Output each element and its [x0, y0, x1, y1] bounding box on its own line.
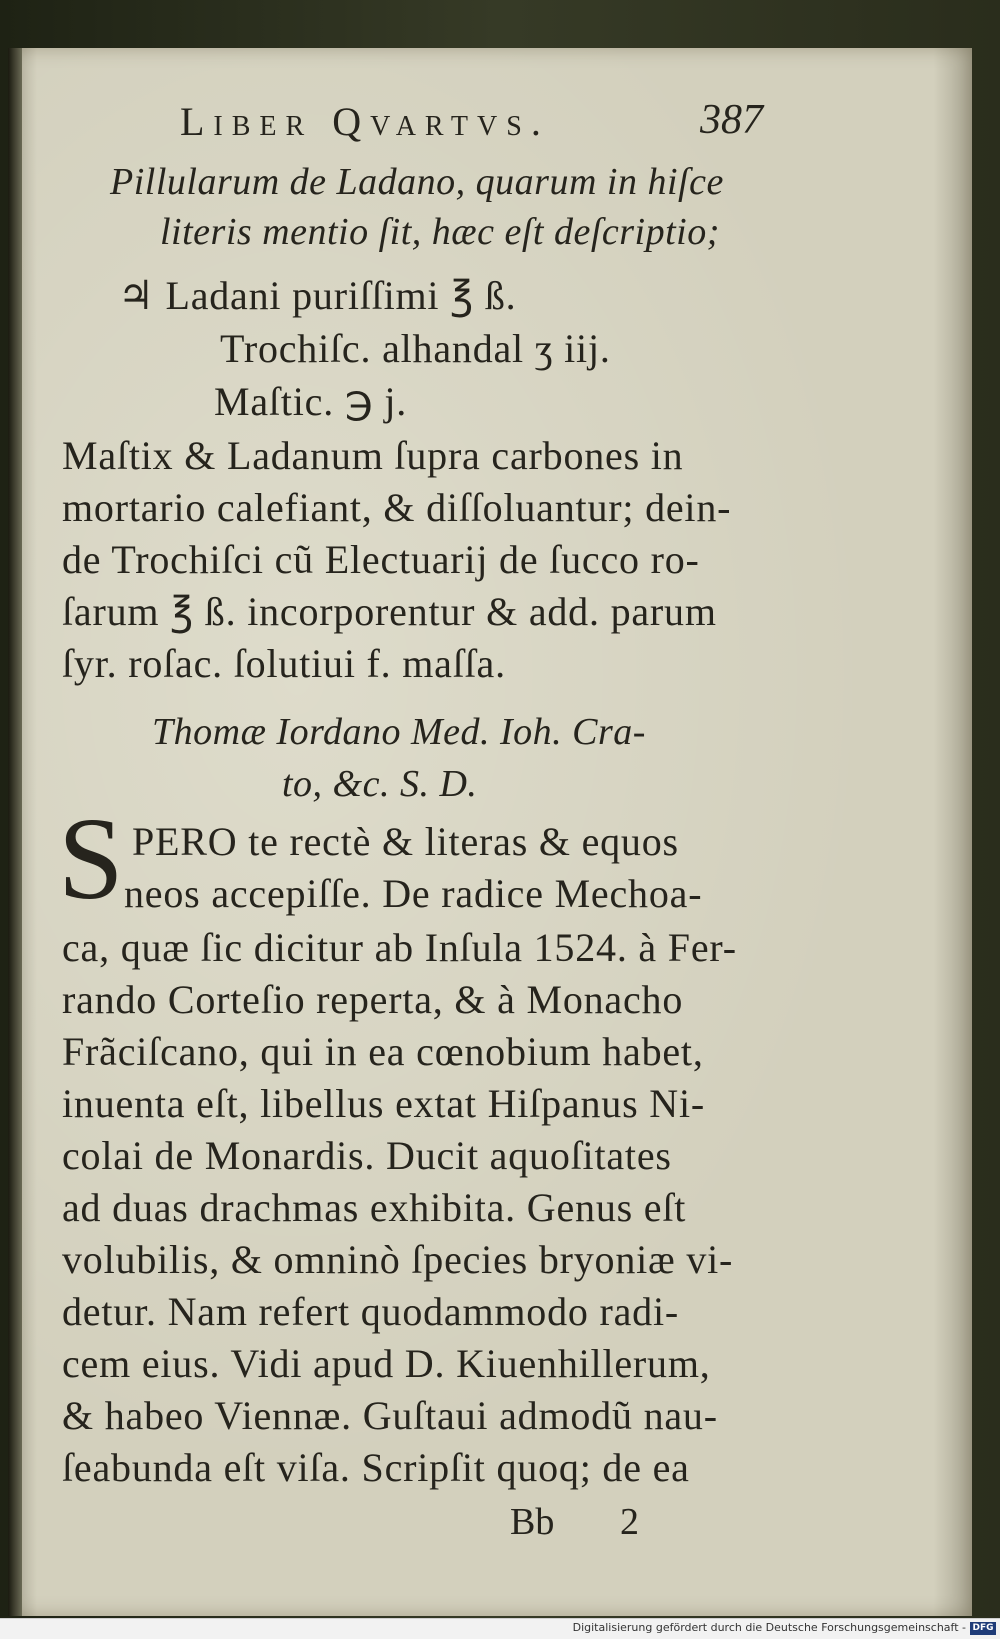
letter-line: ſeabunda eſt viſa. Scripſit quoq; de ea [62, 1445, 690, 1490]
letter-line: colai de Monardis. Ducit aquoſitates [62, 1133, 672, 1178]
dfg-logo: DFG [970, 1622, 996, 1635]
letter-line: detur. Nam refert quodammodo radi- [62, 1289, 680, 1334]
catchword: 2 [620, 1501, 639, 1543]
recipe-heading-line: Pillularum de Ladano, quarum in hiſce [110, 161, 724, 203]
letter-heading-line: Thomæ Iordano Med. Ioh. Cra- [152, 711, 646, 753]
prescription-line: Trochiſc. alhandal ʒ iij. [220, 326, 611, 371]
letter-line: Frãciſcano, qui in ea cœnobium habet, [62, 1029, 704, 1074]
letter-line: cem eius. Vidi apud D. Kiuenhillerum, [62, 1341, 711, 1386]
running-head: Liber Qvartvs. [180, 99, 550, 144]
letter-line: rando Corteſio reperta, & à Monacho [62, 977, 684, 1022]
prescription-line: Maſtic. ℈ j. [214, 379, 408, 424]
letter-line: volubilis, & omninò ſpecies bryoniæ vi- [62, 1237, 734, 1282]
preparation-line: mortario calefiant, & diſſoluantur; dein- [62, 485, 732, 530]
recipe-heading-line: literis mentio ſit, hæc eſt deſcriptio; [160, 211, 720, 253]
letter-line: & habeo Viennæ. Guſtaui admodũ nau- [62, 1393, 718, 1438]
letter-line: PERO te rectè & literas & equos [132, 819, 679, 864]
letter-line: ca, quæ ſic dicitur ab Inſula 1524. à Fer- [62, 925, 737, 970]
page-number: 387 [700, 97, 763, 143]
preparation-line: de Trochiſci cũ Electuarij de ſucco ro- [62, 537, 700, 582]
footer-bar [0, 1618, 1000, 1639]
funding-credit: Digitalisierung gefördert durch die Deutsche Forschungsgemeinschaft - [572, 1621, 966, 1634]
signature-mark: Bb [510, 1501, 555, 1543]
letter-line: neos accepiſſe. De radice Mechoa- [124, 871, 703, 916]
preparation-line: ſyr. roſac. ſolutiui f. maſſa. [62, 641, 506, 686]
preparation-line: Maſtix & Ladanum ſupra carbones in [62, 433, 684, 478]
page-gutter-shadow [8, 48, 22, 1616]
letter-heading-line: to, &c. S. D. [282, 763, 478, 805]
preparation-line: ſarum ℥ ß. incorporentur & add. parum [62, 589, 717, 634]
letter-line: inuenta eſt, libellus extat Hiſpanus Ni- [62, 1081, 705, 1126]
prescription-line: ♃ Ladani puriſſimi ℥ ß. [118, 273, 517, 318]
letter-line: ad duas drachmas exhibita. Genus eſt [62, 1185, 687, 1230]
drop-cap: S [58, 793, 124, 924]
